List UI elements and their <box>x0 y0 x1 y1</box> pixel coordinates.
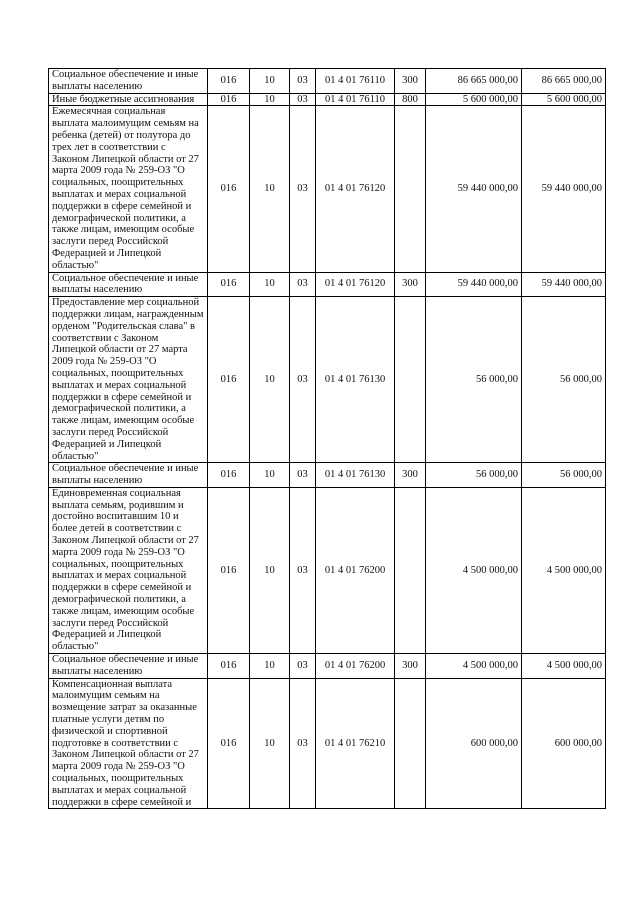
subsection-code: 03 <box>290 487 316 653</box>
row-name: Социальное обеспечение и иные выплаты населению <box>49 463 208 488</box>
budget-table <box>48 68 606 809</box>
table-row <box>49 69 606 94</box>
amount-2: 4 500 000,00 <box>522 654 606 679</box>
ministry-code: 016 <box>208 297 250 463</box>
target-article: 01 4 01 76210 <box>316 678 395 809</box>
section-code: 10 <box>250 93 290 106</box>
expense-type: 800 <box>395 93 426 106</box>
amount-1: 4 500 000,00 <box>426 654 522 679</box>
expense-type <box>395 297 426 463</box>
subsection-code: 03 <box>290 93 316 106</box>
table-row <box>49 678 606 809</box>
target-article: 01 4 01 76200 <box>316 487 395 653</box>
subsection-code: 03 <box>290 654 316 679</box>
amount-2: 4 500 000,00 <box>522 487 606 653</box>
section-code: 10 <box>250 272 290 297</box>
ministry-code: 016 <box>208 69 250 94</box>
ministry-code: 016 <box>208 106 250 272</box>
row-name: Социальное обеспечение и иные выплаты населению <box>49 654 208 679</box>
section-code: 10 <box>250 678 290 809</box>
section-code: 10 <box>250 654 290 679</box>
row-name: Ежемесячная социальная выплата малоимущим семьям на ребенка (детей) от полутора до трех лет в соответствии с Законом Липецкой области от 27 марта 2009 года № 259-ОЗ "О социальных, поощрительных выплатах и мерах социальной поддержки в сфере семейной и демографической политики, а также лицам, имеющим особые заслуги перед Российской Федерацией и Липецкой областью" <box>49 106 208 272</box>
target-article: 01 4 01 76110 <box>316 93 395 106</box>
table-row <box>49 272 606 297</box>
expense-type <box>395 487 426 653</box>
amount-1: 86 665 000,00 <box>426 69 522 94</box>
ministry-code: 016 <box>208 93 250 106</box>
section-code: 10 <box>250 69 290 94</box>
row-name: Иные бюджетные ассигнования <box>49 93 208 106</box>
subsection-code: 03 <box>290 463 316 488</box>
target-article: 01 4 01 76120 <box>316 106 395 272</box>
subsection-code: 03 <box>290 69 316 94</box>
amount-1: 59 440 000,00 <box>426 106 522 272</box>
amount-1: 600 000,00 <box>426 678 522 809</box>
row-name: Социальное обеспечение и иные выплаты населению <box>49 272 208 297</box>
subsection-code: 03 <box>290 272 316 297</box>
row-name: Социальное обеспечение и иные выплаты населению <box>49 69 208 94</box>
target-article: 01 4 01 76130 <box>316 463 395 488</box>
table-row <box>49 93 606 106</box>
ministry-code: 016 <box>208 463 250 488</box>
ministry-code: 016 <box>208 654 250 679</box>
ministry-code: 016 <box>208 487 250 653</box>
expense-type: 300 <box>395 272 426 297</box>
section-code: 10 <box>250 106 290 272</box>
expense-type: 300 <box>395 463 426 488</box>
amount-2: 59 440 000,00 <box>522 106 606 272</box>
amount-1: 59 440 000,00 <box>426 272 522 297</box>
subsection-code: 03 <box>290 106 316 272</box>
amount-1: 5 600 000,00 <box>426 93 522 106</box>
target-article: 01 4 01 76200 <box>316 654 395 679</box>
amount-2: 59 440 000,00 <box>522 272 606 297</box>
table-row <box>49 487 606 653</box>
amount-1: 4 500 000,00 <box>426 487 522 653</box>
amount-2: 600 000,00 <box>522 678 606 809</box>
expense-type: 300 <box>395 69 426 94</box>
expense-type <box>395 678 426 809</box>
amount-2: 86 665 000,00 <box>522 69 606 94</box>
target-article: 01 4 01 76120 <box>316 272 395 297</box>
subsection-code: 03 <box>290 297 316 463</box>
row-name: Единовременная социальная выплата семьям, родившим и достойно воспитавшим 10 и более детей в соответствии с Законом Липецкой области от 27 марта 2009 года № 259-ОЗ "О социальных, поощрительных выплатах и мерах социальной поддержки в сфере семейной и демографической политики, а также лицам, имеющим особые заслуги перед Российской Федерацией и Липецкой областью" <box>49 487 208 653</box>
section-code: 10 <box>250 297 290 463</box>
row-name: Компенсационная выплата малоимущим семьям на возмещение затрат за оказанные платные услуги детям по физической и спортивной подготовке в соответствии с Законом Липецкой области от 27 марта 2009 года № 259-ОЗ "О социальных, поощрительных выплатах и мерах социальной поддержки в сфере семейной и <box>49 678 208 809</box>
section-code: 10 <box>250 487 290 653</box>
table-row <box>49 297 606 463</box>
amount-1: 56 000,00 <box>426 297 522 463</box>
table-row <box>49 654 606 679</box>
target-article: 01 4 01 76110 <box>316 69 395 94</box>
amount-2: 5 600 000,00 <box>522 93 606 106</box>
table-row <box>49 106 606 272</box>
expense-type <box>395 106 426 272</box>
row-name: Предоставление мер социальной поддержки лицам, награжденным орденом "Родительская слава" в соответствии с Законом Липецкой области от 27 марта 2009 года № 259-ОЗ "О социальных, поощрительных выплатах и мерах социальной поддержки в сфере семейной и демографической политики, а также лицам, имеющим особые заслуги перед Российской Федерацией и Липецкой областью" <box>49 297 208 463</box>
amount-1: 56 000,00 <box>426 463 522 488</box>
target-article: 01 4 01 76130 <box>316 297 395 463</box>
amount-2: 56 000,00 <box>522 463 606 488</box>
ministry-code: 016 <box>208 678 250 809</box>
ministry-code: 016 <box>208 272 250 297</box>
expense-type: 300 <box>395 654 426 679</box>
section-code: 10 <box>250 463 290 488</box>
subsection-code: 03 <box>290 678 316 809</box>
amount-2: 56 000,00 <box>522 297 606 463</box>
table-row <box>49 463 606 488</box>
